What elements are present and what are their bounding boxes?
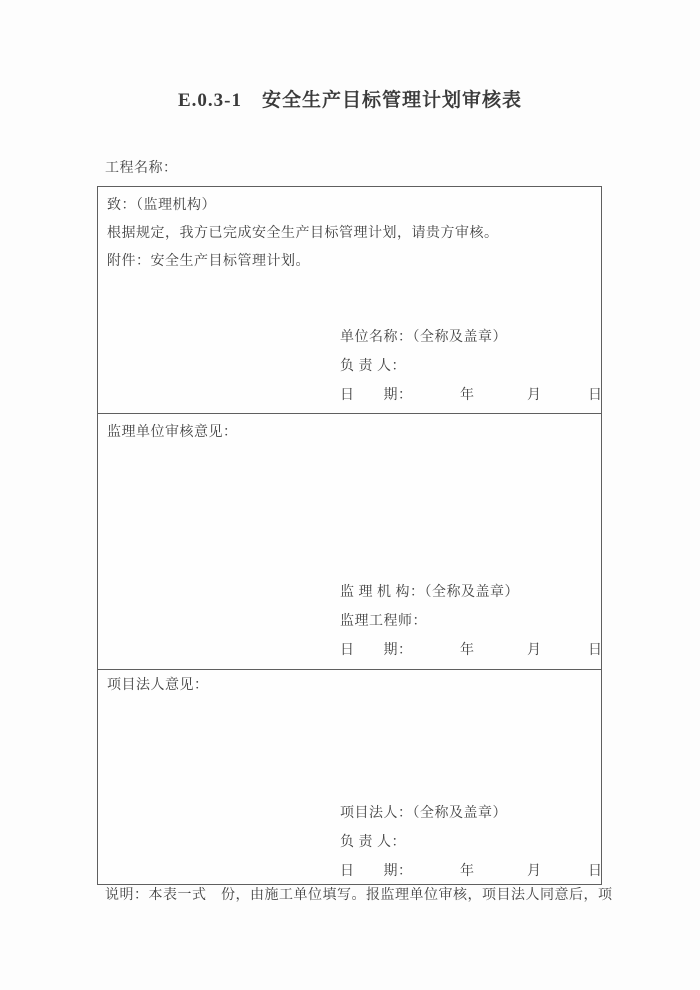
section-project-owner-opinion: [98, 669, 601, 884]
statement-line: 根据规定，我方已完成安全生产目标管理计划，请贵方审核。: [107, 226, 499, 241]
day-label: 日: [588, 864, 603, 879]
org-name-line: [340, 323, 598, 352]
seal-hint: （全称及盖章）: [412, 330, 507, 345]
responsible-person-label: 负 责 人：: [340, 835, 406, 850]
responsible-person-label: 负 责 人：: [340, 359, 406, 374]
supervising-engineer-line: [340, 607, 598, 636]
year-label: 年: [460, 864, 475, 879]
supervisor-signature-block: [340, 578, 603, 665]
to-line: 致：（监理机构）: [107, 198, 216, 213]
date-label: 日 期：: [340, 643, 413, 658]
org-name-label: 单位名称：: [340, 330, 413, 345]
supervisor-review-heading: 监理单位审核意见：: [107, 425, 238, 440]
responsible-person-line: [340, 352, 598, 381]
supervising-engineer-label: 监理工程师：: [340, 614, 427, 629]
review-form-table: [97, 186, 602, 885]
contractor-signature-block: [340, 323, 603, 410]
seal-hint: （全称及盖章）: [412, 806, 507, 821]
month-label: 月: [527, 643, 542, 658]
footnote: 说明：本表一式 份，由施工单位填写。报监理单位审核，项目法人同意后，项: [105, 888, 613, 903]
year-label: 年: [460, 388, 475, 403]
section-contractor-application: [98, 187, 601, 413]
project-owner-signature-block: [340, 799, 603, 886]
date-line: [340, 636, 603, 665]
project-name-label: 工程名称：: [105, 161, 178, 176]
month-label: 月: [527, 388, 542, 403]
date-label: 日 期：: [340, 864, 413, 879]
day-label: 日: [588, 643, 603, 658]
date-line: [340, 857, 603, 886]
year-label: 年: [460, 643, 475, 658]
attachment-line: 附件：安全生产目标管理计划。: [107, 254, 310, 269]
org-name-label: 项目法人：: [340, 806, 413, 821]
date-line: [340, 381, 603, 410]
month-label: 月: [527, 864, 542, 879]
form-title: E.0.3-1 安全生产目标管理计划审核表: [177, 90, 522, 111]
org-name-line: [340, 578, 598, 607]
project-owner-heading: 项目法人意见：: [107, 678, 209, 693]
day-label: 日: [588, 388, 603, 403]
seal-hint: （全称及盖章）: [424, 585, 519, 600]
date-label: 日 期：: [340, 388, 413, 403]
org-name-label: 监 理 机 构：: [340, 585, 425, 600]
section-supervisor-review: [98, 413, 601, 669]
responsible-person-line: [340, 828, 598, 857]
org-name-line: [340, 799, 598, 828]
